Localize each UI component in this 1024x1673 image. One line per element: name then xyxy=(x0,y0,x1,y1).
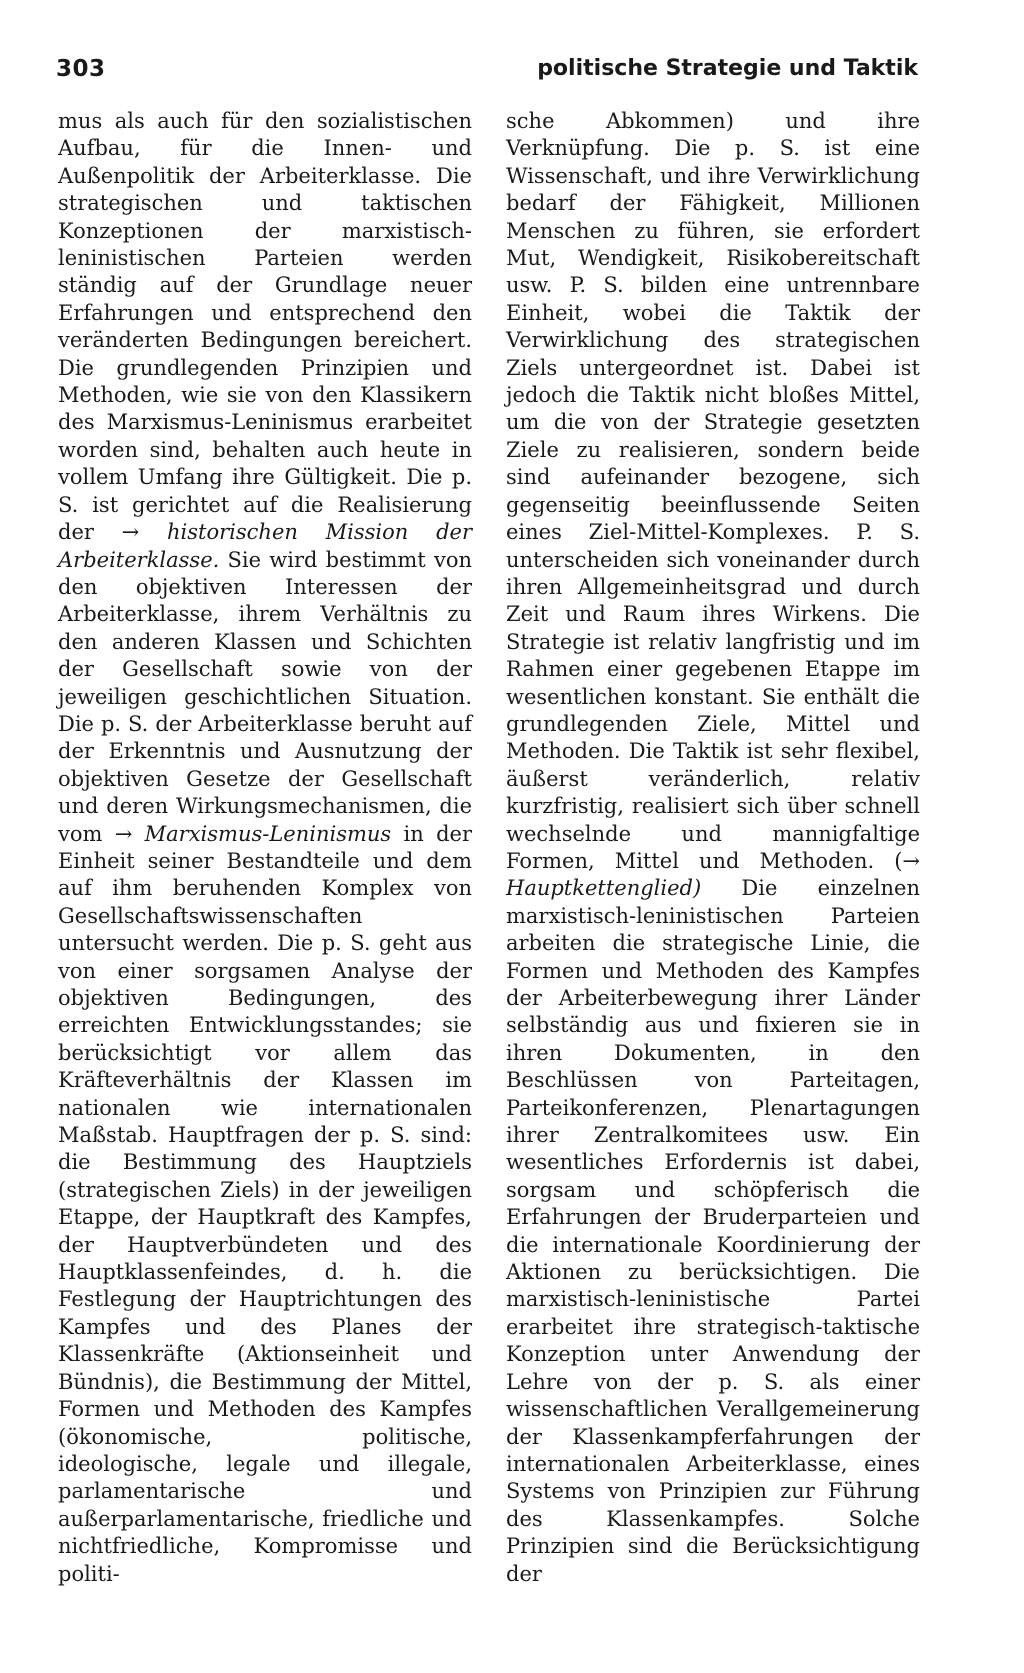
running-title: politische Strategie und Taktik xyxy=(537,56,918,81)
cross-reference: historischen Mission der Arbeiterklasse. xyxy=(58,520,472,572)
text-run: Sie wird bestimmt von den objektiven Interessen der Arbeiterklasse, ihrem Verhältnis zu den anderen Klassen und Schichten der Gesellschaft sowie von der jeweiligen geschichtlichen Situation. Die p. S. der Arbeiterklasse beruht auf der Erkenntnis und Ausnutzung der objektiven Gesetze der Gesellschaft und deren Wirkungsmechanismen, die vom → xyxy=(58,547,472,846)
cross-reference: Marxismus-Leninismus xyxy=(144,821,392,846)
column-paragraph xyxy=(506,108,920,1588)
text-run: in der Einheit seiner Bestandteile und dem auf ihm beruhenden Komplex von Gesellschaftswissenschaften untersucht werden. Die p. S. geht aus von einer sorgsamen Analyse der objektiven Bedingungen, des erreichten Entwicklungsstandes; sie berücksichtigt vor allem das Kräfteverhältnis der Klassen im nationalen wie internationalen Maßstab. Hauptfragen der p. S. sind: die Bestimmung des Hauptziels (strategischen Ziels) in der jeweiligen Etappe, der Hauptkraft des Kampfes, der Hauptverbündeten und des Hauptklassenfeindes, d. h. die Festlegung der Hauptrichtungen des Kampfes und des Planes der Klassenkräfte (Aktionseinheit und Bündnis), die Bestimmung der Mittel, Formen und Methoden des Kampfes (ökonomische, politische, ideologische, legale und illegale, parlamentarische und außerparlamentarische, friedliche und nichtfriedliche, Kompromisse und politi- xyxy=(58,821,472,1586)
text-column-left xyxy=(58,108,472,1588)
text-run: Die einzelnen marxistisch-leninistischen Parteien arbeiten die strategische Linie, die Formen und Methoden des Kampfes der Arbeiterbewegung ihrer Länder selbständig aus und fixieren sie in ihren Dokumenten, in den Beschlüssen von Parteitagen, Parteikonferenzen, Plenartagungen ihrer Zentralkomitees usw. Ein wesentliches Erfordernis ist dabei, sorgsam und schöpferisch die Erfahrungen der Bruderparteien und die internationale Koordinierung der Aktionen zu berücksichtigen. Die marxistisch-leninistische Partei erarbeitet ihre strategisch-taktische Konzeption unter Anwendung der Lehre von der p. S. als einer wissenschaftlichen Verallgemeinerung der Klassenkampferfahrungen der internationalen Arbeiterklasse, eines Systems von Prinzipien zur Führung des Klassenkampfes. Solche Prinzipien sind die Berücksichtigung der xyxy=(506,876,920,1586)
text-run: sche Abkommen) und ihre Verknüpfung. Die p. S. ist eine Wissenschaft, und ihre Verwirklichung bedarf der Fähigkeit, Millionen Menschen zu führen, sie erfordert Mut, Wendigkeit, Risikobereitschaft usw. P. S. bilden eine untrennbare Einheit, wobei die Taktik der Verwirklichung des strategischen Ziels untergeordnet ist. Dabei ist jedoch die Taktik nicht bloßes Mittel, um die von der Strategie gesetzten Ziele zu realisieren, sondern beide sind aufeinander bezogene, sich gegenseitig beeinflussende Seiten eines Ziel-Mittel-Komplexes. P. S. unterscheiden sich voneinander durch ihren Allgemeinheitsgrad und durch Zeit und Raum ihres Wirkens. Die Strategie ist relativ langfristig und im Rahmen einer gegebenen Etappe im wesentlichen konstant. Sie enthält die grundlegenden Ziele, Mittel und Methoden. Die Taktik ist sehr flexibel, äußerst veränderlich, relativ kurzfristig, realisiert sich über schnell wechselnde und mannigfaltige Formen, Mittel und Methoden. (→ xyxy=(506,109,920,873)
page-number: 303 xyxy=(56,56,106,82)
text-run: mus als auch für den sozialistischen Aufbau, für die Innen- und Außenpolitik der Arbeiterklasse. Die strategischen und taktischen Konzeptionen der marxistisch-leninistischen Parteien werden ständig auf der Grundlage neuer Erfahrungen und entsprechend den veränderten Bedingungen bereichert. Die grundlegenden Prinzipien und Methoden, wie sie von den Klassikern des Marxismus-Leninismus erarbeitet worden sind, behalten auch heute in vollem Umfang ihre Gültigkeit. Die p. S. ist gerichtet auf die Realisierung der → xyxy=(58,109,472,545)
cross-reference: Hauptkettenglied) xyxy=(506,876,702,901)
column-paragraph xyxy=(58,108,472,1588)
text-column-right xyxy=(506,108,920,1588)
